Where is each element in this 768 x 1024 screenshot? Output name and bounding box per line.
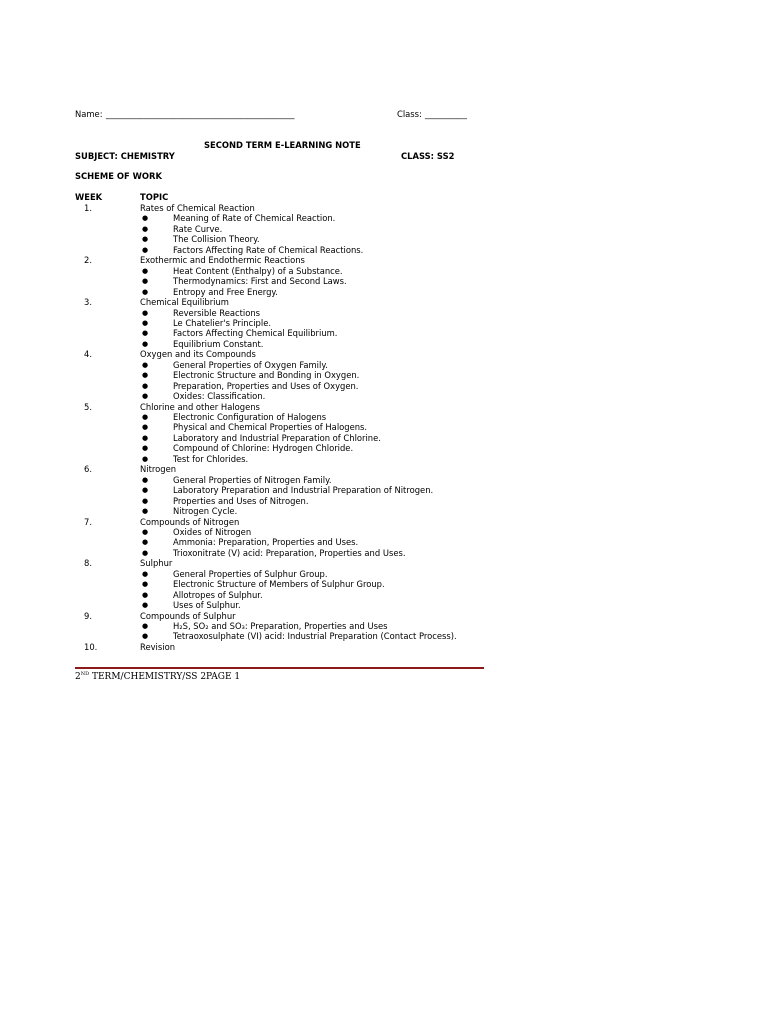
bullet-icon: ● <box>142 339 149 348</box>
bullet-icon: ● <box>142 329 149 338</box>
bullet-icon: ● <box>142 224 149 233</box>
bullet-icon: ● <box>142 214 149 223</box>
subtopic-item: The Collision Theory. <box>173 234 260 245</box>
subtopic-item: Meaning of Rate of Chemical Reaction. <box>173 213 336 224</box>
week-topic: Chlorine and other Halogens <box>140 401 260 412</box>
week-number: 5. <box>84 401 92 412</box>
subtopic-item: Uses of Sulphur. <box>173 600 241 611</box>
subtopic-item: Allotropes of Sulphur. <box>173 589 263 600</box>
week-number: 2. <box>84 255 92 266</box>
subtopic-item: Test for Chlorides. <box>173 453 249 464</box>
subtopic-item: Compound of Chlorine: Hydrogen Chloride. <box>173 443 354 454</box>
name-blank: _____________________________________________ <box>106 109 295 119</box>
bullet-icon: ● <box>142 371 149 380</box>
subtopic-item: H₂S, SO₂ and SO₃: Preparation, Properties and Uses <box>173 621 388 631</box>
subtopic-item: Factors Affecting Chemical Equilibrium. <box>173 328 338 339</box>
page-footer <box>75 671 240 682</box>
scheme-heading: SCHEME OF WORK <box>75 171 162 181</box>
subtopic-item: Oxides: Classification. <box>173 391 266 402</box>
bullet-icon: ● <box>142 527 149 536</box>
subtopic-item: Properties and Uses of Nitrogen. <box>173 495 309 506</box>
footer-superscript: ND <box>80 671 90 677</box>
subtopic-item: Ammonia: Preparation, Properties and Uses. <box>173 537 359 548</box>
bullet-icon: ● <box>142 454 149 463</box>
week-topic: Nitrogen <box>140 464 177 475</box>
footer-rule <box>75 667 484 669</box>
bullet-icon: ● <box>142 538 149 547</box>
subject-line: SUBJECT: CHEMISTRY <box>75 151 175 161</box>
subtopic-item: Laboratory and Industrial Preparation of Chlorine. <box>173 432 381 443</box>
subtopic-item: General Properties of Nitrogen Family. <box>173 474 332 485</box>
subtopic-item: Electronic Configuration of Halogens <box>173 412 327 422</box>
subtopic-item: Oxides of Nitrogen <box>173 526 252 537</box>
subtopic-item: Laboratory Preparation and Industrial Preparation of Nitrogen. <box>173 485 434 496</box>
subtopic-item: Equilibrium Constant. <box>173 338 264 349</box>
bullet-icon: ● <box>142 496 149 505</box>
week-topic: Rates of Chemical Reaction <box>140 203 255 213</box>
week-number: 8. <box>84 558 92 569</box>
bullet-icon: ● <box>142 580 149 589</box>
footer-prefix: 2 <box>75 672 81 682</box>
bullet-icon: ● <box>142 287 149 296</box>
bullet-icon: ● <box>142 318 149 327</box>
subtopic-item: Tetraoxosulphate (VI) acid: Industrial Preparation (Contact Process). <box>173 631 457 642</box>
footer-text: TERM/CHEMISTRY/SS 2PAGE 1 <box>89 672 241 682</box>
document-title: SECOND TERM E-LEARNING NOTE <box>204 140 361 150</box>
bullet-icon: ● <box>142 590 149 599</box>
week-topic: Exothermic and Endothermic Reactions <box>140 255 305 266</box>
week-topic: Revision <box>140 641 176 652</box>
bullet-icon: ● <box>142 444 149 453</box>
bullet-icon: ● <box>142 266 149 275</box>
week-number: 4. <box>84 349 92 360</box>
name-label: Name: <box>75 109 103 119</box>
subtopic-item: Electronic Structure and Bonding in Oxygen. <box>173 370 360 381</box>
subtopic-item: Thermodynamics: First and Second Laws. <box>173 276 347 287</box>
subtopic-item: Electronic Structure of Members of Sulphur Group. <box>173 579 385 590</box>
week-topic: Sulphur <box>140 558 173 569</box>
week-number: 6. <box>84 464 92 475</box>
bullet-icon: ● <box>142 632 149 641</box>
week-number: 7. <box>84 516 92 527</box>
subtopic-item: General Properties of Oxygen Family. <box>173 359 328 370</box>
subtopic-item: Heat Content (Enthalpy) of a Substance. <box>173 265 343 276</box>
bullet-icon: ● <box>142 486 149 495</box>
subtopic-item: Physical and Chemical Properties of Halogens. <box>173 422 368 433</box>
bullet-icon: ● <box>142 235 149 244</box>
class-label: Class: <box>397 109 422 119</box>
subtopic-item: Le Chatelier's Principle. <box>173 317 272 328</box>
subtopic-item: Entropy and Free Energy. <box>173 286 278 297</box>
week-number: 3. <box>84 297 92 308</box>
bullet-icon: ● <box>142 308 149 317</box>
week-topic: Compounds of Nitrogen <box>140 516 240 527</box>
week-number: 9. <box>84 610 92 621</box>
bullet-icon: ● <box>142 507 149 516</box>
bullet-icon: ● <box>142 423 149 432</box>
bullet-icon: ● <box>142 392 149 401</box>
week-column-header: WEEK <box>75 192 103 202</box>
topic-column-header: TOPIC <box>140 192 169 202</box>
week-topic: Chemical Equilibrium <box>140 297 229 308</box>
subtopic-item: Reversible Reactions <box>173 307 261 318</box>
week-number: 10. <box>84 641 98 652</box>
bullet-icon: ● <box>142 381 149 390</box>
bullet-icon: ● <box>142 475 149 484</box>
bullet-icon: ● <box>142 569 149 578</box>
subtopic-item: Nitrogen Cycle. <box>173 506 238 517</box>
class-blank: __________ <box>425 109 467 119</box>
bullet-icon: ● <box>142 360 149 369</box>
bullet-icon: ● <box>142 245 149 254</box>
subtopic-item: Trioxonitrate (V) acid: Preparation, Properties and Uses. <box>173 547 406 558</box>
bullet-icon: ● <box>142 433 149 442</box>
week-topic: Oxygen and its Compounds <box>140 349 256 360</box>
bullet-icon: ● <box>142 277 149 286</box>
week-number: 1. <box>84 203 92 213</box>
bullet-icon: ● <box>142 413 149 421</box>
class-line: CLASS: SS2 <box>401 151 455 161</box>
subtopic-item: Rate Curve. <box>173 223 223 234</box>
bullet-icon: ● <box>142 548 149 557</box>
bullet-icon: ● <box>142 622 149 630</box>
week-topic: Compounds of Sulphur <box>140 610 236 621</box>
subtopic-item: Factors Affecting Rate of Chemical Reactions. <box>173 244 364 255</box>
subtopic-item: General Properties of Sulphur Group. <box>173 568 328 579</box>
bullet-icon: ● <box>142 601 149 610</box>
subtopic-item: Preparation, Properties and Uses of Oxygen. <box>173 380 359 391</box>
